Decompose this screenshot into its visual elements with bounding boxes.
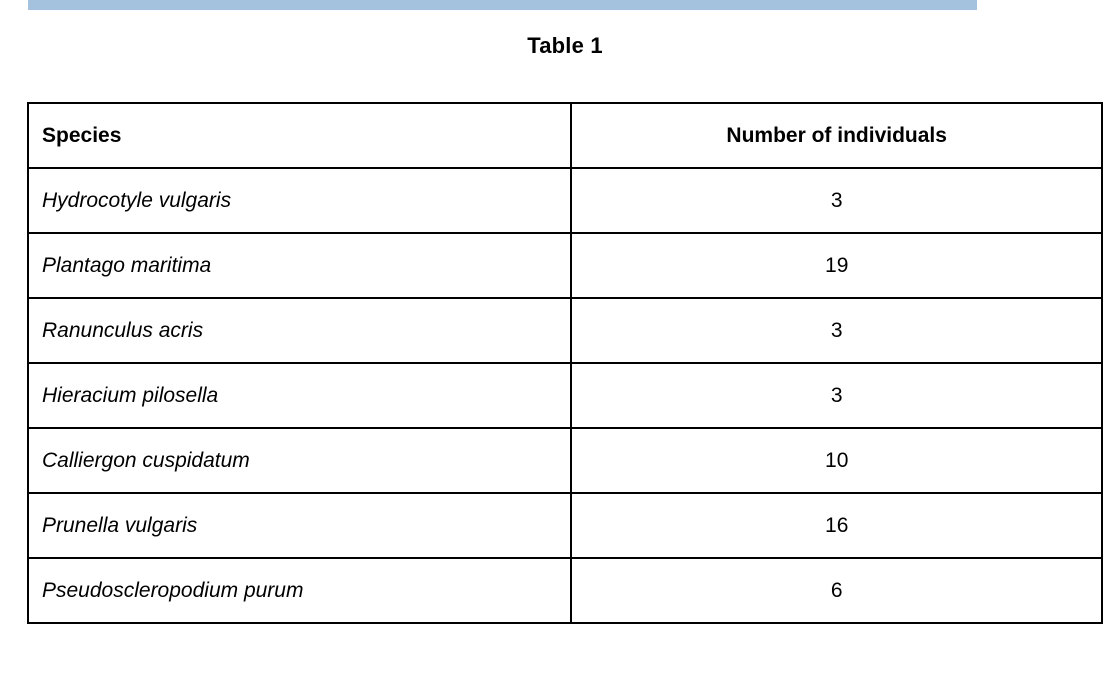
species-name-cell: Calliergon cuspidatum bbox=[28, 428, 571, 493]
species-name-cell: Hydrocotyle vulgaris bbox=[28, 168, 571, 233]
species-name-cell: Plantago maritima bbox=[28, 233, 571, 298]
table-row bbox=[28, 233, 1102, 298]
table-row bbox=[28, 298, 1102, 363]
species-name-cell: Ranunculus acris bbox=[28, 298, 571, 363]
individual-count-cell: 3 bbox=[571, 363, 1102, 428]
species-name-cell: Hieracium pilosella bbox=[28, 363, 571, 428]
individual-count-cell: 3 bbox=[571, 298, 1102, 363]
individual-count-cell: 16 bbox=[571, 493, 1102, 558]
table-row bbox=[28, 558, 1102, 623]
table-header-row bbox=[28, 103, 1102, 168]
header-number-of-individuals: Number of individuals bbox=[571, 103, 1102, 168]
table-row bbox=[28, 168, 1102, 233]
individual-count-cell: 10 bbox=[571, 428, 1102, 493]
table-caption: Table 1 bbox=[527, 33, 603, 58]
individual-count-cell: 19 bbox=[571, 233, 1102, 298]
individual-count-cell: 6 bbox=[571, 558, 1102, 623]
individual-count-cell: 3 bbox=[571, 168, 1102, 233]
page-top-accent-bar bbox=[28, 0, 977, 10]
table-row bbox=[28, 428, 1102, 493]
species-count-table bbox=[27, 102, 1103, 624]
header-species: Species bbox=[28, 103, 571, 168]
species-name-cell: Prunella vulgaris bbox=[28, 493, 571, 558]
table-row bbox=[28, 363, 1102, 428]
table-row bbox=[28, 493, 1102, 558]
species-name-cell: Pseudoscleropodium purum bbox=[28, 558, 571, 623]
